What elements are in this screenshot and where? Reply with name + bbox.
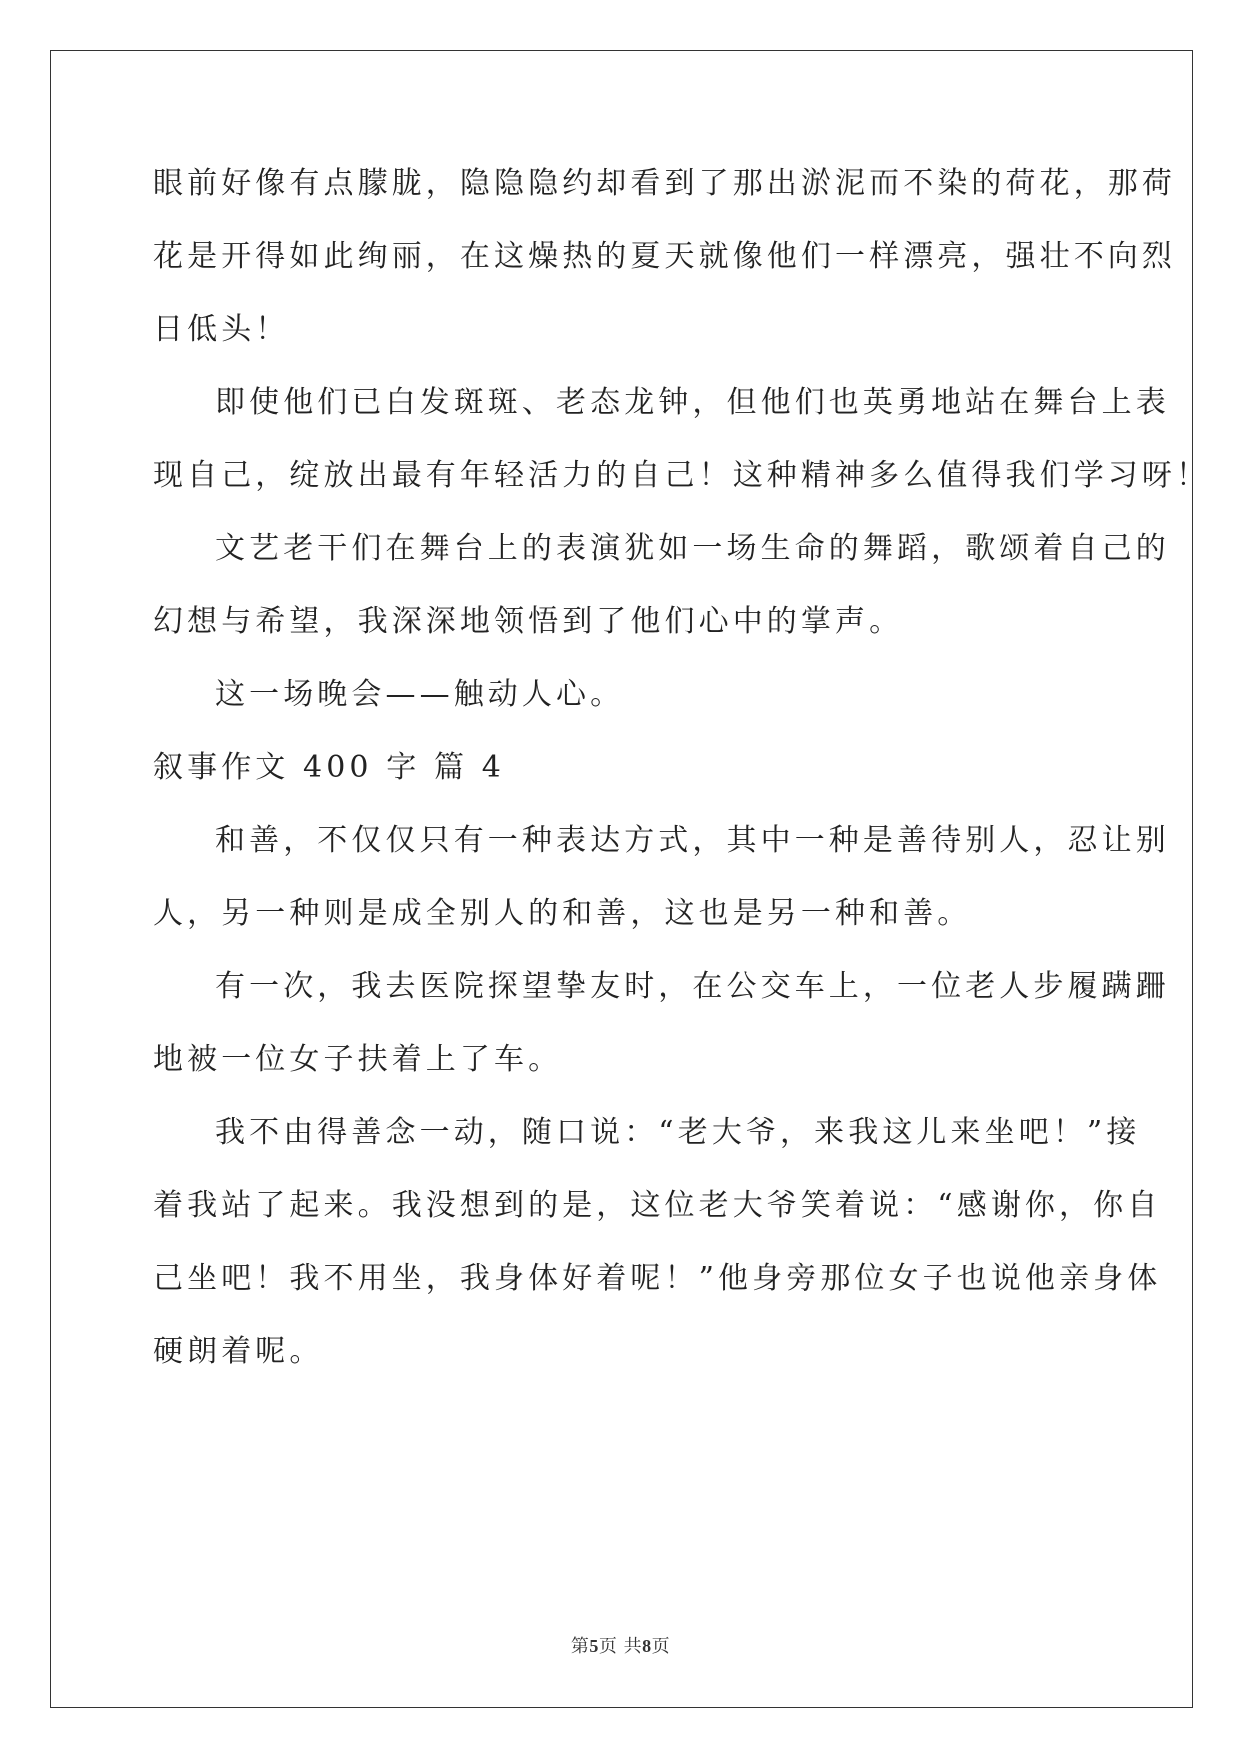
text-line: 文艺老干们在舞台上的表演犹如一场生命的舞蹈，歌颂着自己的 bbox=[215, 531, 1170, 566]
total-page-number: 8 bbox=[642, 1636, 652, 1656]
text-line: 和善，不仅仅只有一种表达方式，其中一种是善待别人，忍让别 bbox=[215, 823, 1170, 858]
text-line: 即使他们已白发斑斑、老态龙钟，但他们也英勇地站在舞台上表 bbox=[215, 385, 1170, 420]
current-page-number: 5 bbox=[589, 1636, 599, 1656]
text-line: 眼前好像有点朦胧，隐隐隐约却看到了那出淤泥而不染的荷花，那荷 bbox=[153, 166, 1176, 201]
text-line: 有一次，我去医院探望挚友时，在公交车上，一位老人步履蹒跚 bbox=[215, 969, 1170, 1004]
page-border bbox=[50, 50, 1193, 1708]
text-line: 花是开得如此绚丽，在这燥热的夏天就像他们一样漂亮，强壮不向烈 bbox=[153, 239, 1176, 274]
text-line: 硬朗着呢。 bbox=[153, 1334, 324, 1369]
text-line: 我不由得善念一动，随口说：“老大爷，来我这儿来坐吧！”接 bbox=[215, 1115, 1141, 1150]
text-line: 这一场晚会——触动人心。 bbox=[215, 677, 625, 712]
text-line: 现自己，绽放出最有年轻活力的自己！这种精神多么值得我们学习呀！ bbox=[153, 458, 1211, 493]
text-line: 人，另一种则是成全别人的和善，这也是另一种和善。 bbox=[153, 896, 972, 931]
footer-suffix: 页 bbox=[651, 1636, 671, 1657]
footer-middle: 页 共 bbox=[598, 1636, 643, 1657]
text-line: 地被一位女子扶着上了车。 bbox=[153, 1042, 563, 1077]
text-line: 幻想与希望，我深深地领悟到了他们心中的掌声。 bbox=[153, 604, 904, 639]
text-line: 己坐吧！我不用坐，我身体好着呢！”他身旁那位女子也说他亲身体 bbox=[153, 1261, 1162, 1296]
text-line: 着我站了起来。我没想到的是，这位老大爷笑着说：“感谢你，你自 bbox=[153, 1188, 1162, 1223]
text-line: 日低头！ bbox=[153, 312, 290, 347]
section-heading: 叙事作文 400 字 篇 4 bbox=[153, 750, 505, 785]
footer-prefix: 第 bbox=[570, 1636, 590, 1657]
page-footer bbox=[0, 1632, 1241, 1658]
